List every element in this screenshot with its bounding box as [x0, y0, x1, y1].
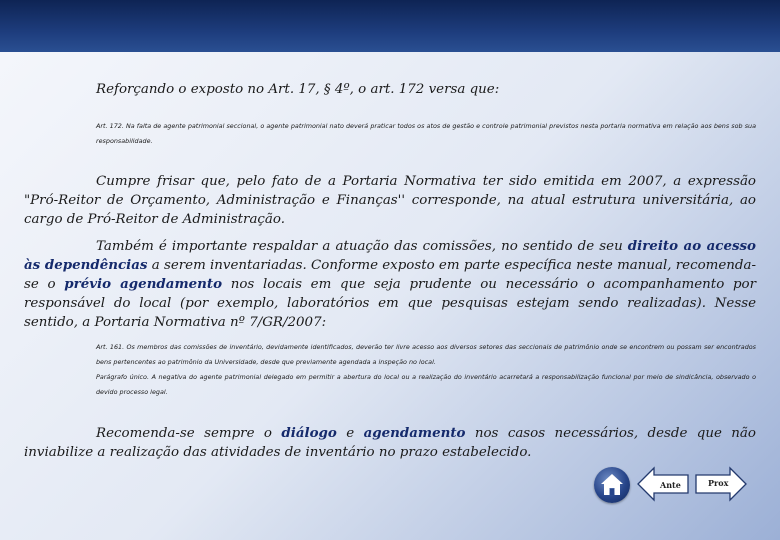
highlight-previo-agendamento: prévio agendamento — [64, 276, 223, 292]
paragraph-comissoes — [24, 237, 756, 332]
highlight-dialogo: diálogo — [281, 425, 337, 441]
home-icon — [594, 467, 630, 503]
para2-text-a: Também é importante respaldar a atuação das comissões, no sentido de seu — [96, 239, 628, 254]
para2-text-c: nos locais em que seja prudente ou necessário o acompanhamento por responsável do local (por exemplo, laboratórios em que pesquisas estejam sendo realizadas). Nesse sentido, a Portaria Normativa nº 7/GR/2007: — [24, 277, 756, 330]
previous-button[interactable] — [636, 466, 690, 502]
next-button[interactable] — [694, 466, 748, 502]
next-label: Prox — [708, 478, 729, 488]
paragraph-portaria — [24, 172, 756, 229]
para3-text-a: Recomenda-se sempre o — [96, 426, 282, 441]
home-button[interactable] — [594, 467, 630, 503]
highlight-agendamento: agendamento — [363, 425, 466, 441]
intro-quote: Reforçando o exposto no Art. 17, § 4º, o art. 172 versa que: — [96, 82, 500, 97]
top-bar — [0, 0, 780, 52]
previous-label: Ante — [660, 480, 681, 490]
art-161-citation — [96, 340, 756, 400]
highlight-direito-acesso: direito ao acesso às dependências — [24, 238, 756, 273]
para3-text-b: e — [336, 426, 364, 441]
paragraph-portaria-text: Cumpre frisar que, pelo fato de a Portaria Normativa ter sido emitida em 2007, a expressão "Pró-Reitor de Orçamento, Administração e Finanças'' corresponde, na atual estrutura universitária, ao cargo de Pró-Reitor de Administração. — [24, 174, 756, 227]
art-172-citation: Art. 172. Na falta de agente patrimonial seccional, o agente patrimonial nato deverá praticar todos os atos de gestão e controle patrimonial previstos nesta portaria normativa em relação aos bens sob sua responsabilidade. — [96, 122, 756, 145]
para3-text-c: nos casos necessários, desde que não inviabilize a realização das atividades de inventário no prazo estabelecido. — [24, 426, 756, 460]
para2-text-b: a serem inventariadas. Conforme exposto em parte específica neste manual, recomenda-se o — [24, 258, 756, 292]
art-161-text: Art. 161. Os membros das comissões de inventário, devidamente identificados, deverão ter livre acesso aos diversos setores das seccionais de patrimônio onde se encontrem ou possam ser encontrados bens pertencentes ao patrimônio da Universidade, desde que previamente agendada a inspeção no local. — [96, 343, 756, 366]
paragraph-recomendacao — [24, 424, 756, 462]
art-161-paragrafo: Parágrafo único. A negativa do agente patrimonial delegado em permitir a abertura do local ou a realização do inventário acarretará a responsabilização funcional por meio de sindicância, observado o devido processo legal. — [96, 373, 756, 396]
